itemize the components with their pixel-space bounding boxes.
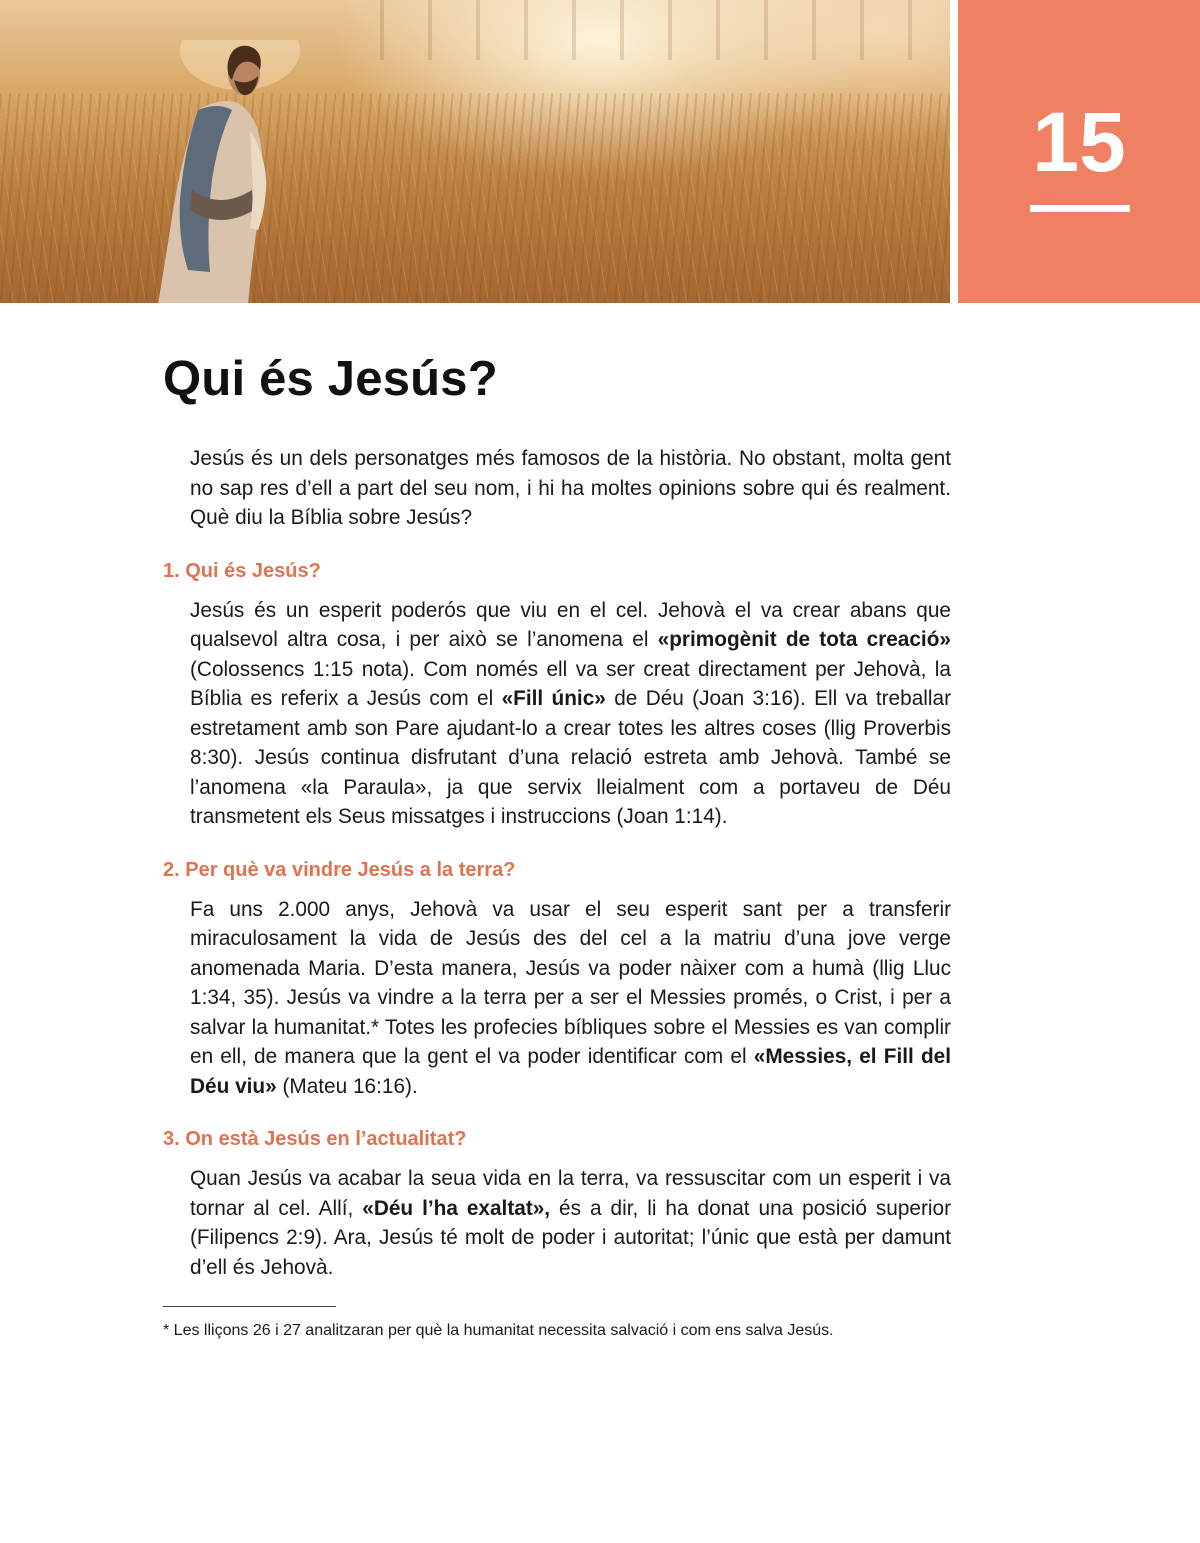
text-span: (Mateu 16:16). [276,1074,418,1098]
section-1 [163,557,951,832]
jesus-figure-illustration [140,40,300,303]
bold-quote: «Déu l’ha exaltat», [362,1196,551,1220]
section-paragraph [190,895,951,1102]
section-heading: 1. Qui és Jesús? [163,559,321,582]
page-title: Qui és Jesús? [163,352,498,406]
chapter-number: 15 [1032,95,1126,189]
bold-quote: «primogènit de tota creació» [657,628,951,651]
text-span: Fa uns 2.000 anys, Jehovà va usar el seu esperit sant per a transferir miraculosament la vida de Jesús des del cel a la matriu d’una jove verge anomenada Maria. D’esta manera, Jesús va poder nàixer com a humà (llig Lluc 1:34, 35). Jesús va vindre a la terra per a ser el Messies promés, o Crist, i per a salvar la humanitat.* Totes les profecies bíbliques sobre el Messies es van complir en ell, de manera que la gent el va poder identificar com el [190,897,951,1068]
intro-paragraph: Jesús és un dels personatges més famosos de la història. No obstant, molta gent no sap res d’ell a part del seu nom, i hi ha moltes opinions sobre qui és realment. Què diu la Bíblia sobre Jesús? [190,447,951,529]
text-span: és a dir, li ha donat una posició superior (Filipencs 2:9). Ara, Jesús té molt de poder i autoritat; l’únic que està per damunt d’ell és Jehovà. [190,1196,951,1279]
chapter-badge [958,0,1200,303]
bold-quote: «Messies, el Fill del Déu viu» [190,1045,952,1098]
section-paragraph [190,1164,951,1282]
section-heading: 3. On està Jesús en l’actualitat? [163,1128,467,1150]
background-trees [380,0,950,60]
header-photo [0,0,950,303]
lesson-body [163,444,951,1282]
text-span: (Colossencs 1:15 nota). Com només ell va ser creat directament per Jehovà, la Bíblia es referix a Jesús com el [190,657,951,710]
chapter-underline [1030,205,1130,212]
bold-quote: «Fill únic» [501,687,606,710]
footnote: * Les lliçons 26 i 27 analitzaran per què la humanitat necessita salvació i com ens salva Jesús. [163,1322,834,1339]
text-span: Jesús és un esperit poderós que viu en el cel. Jehovà el va crear abans que qualsevol altra cosa, i per això se l’anomena el [190,598,951,651]
section-3 [163,1125,951,1282]
section-heading: 2. Per què va vindre Jesús a la terra? [163,858,516,881]
footnote-divider [163,1306,336,1307]
section-paragraph [190,596,951,832]
section-2 [163,856,951,1102]
text-span: de Déu (Joan 3:16). Ell va treballar estretament amb son Pare ajudant-lo a crear totes les altres coses (llig Proverbis 8:30). Jesús continua disfrutant d’una relació estreta amb Jehovà. També se l’anomena «la Paraula», ja que servix lleialment com a portaveu de Déu transmetent els Seus missatges i instruccions (Joan 1:14). [190,687,951,828]
text-span: Quan Jesús va acabar la seua vida en la terra, va ressuscitar com un esperit i va tornar al cel. Allí, [190,1167,951,1220]
